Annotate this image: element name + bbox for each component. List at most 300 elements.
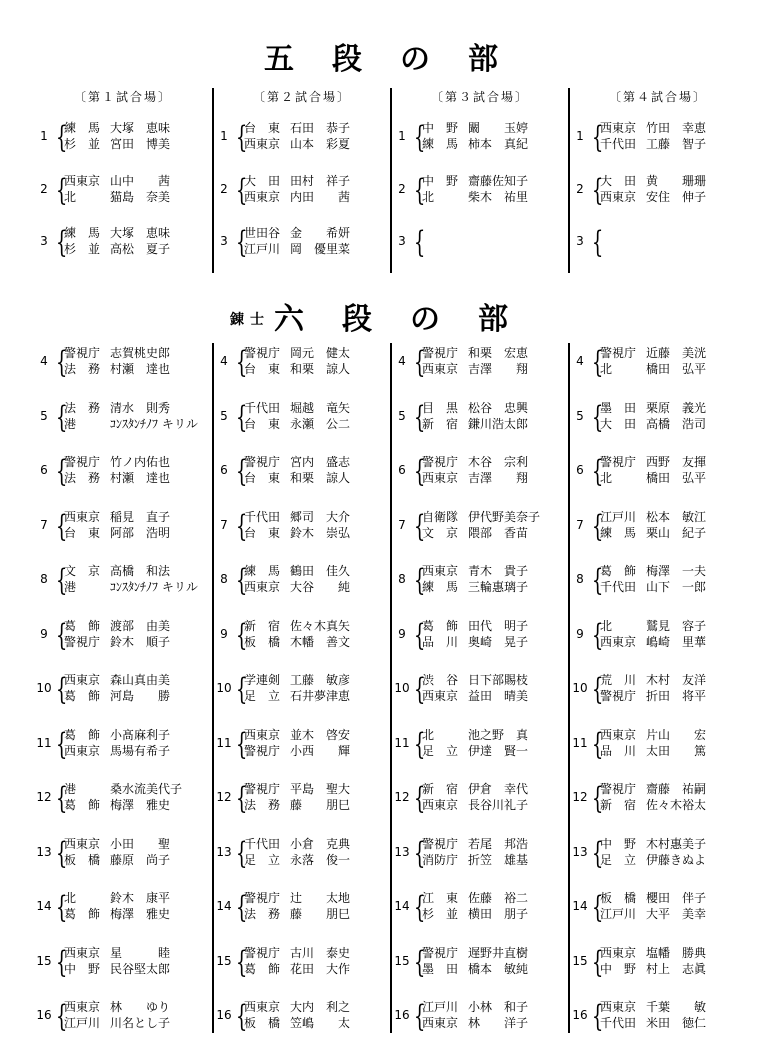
match-number: 7 (398, 517, 406, 532)
competitor-affiliation: 品 川 (422, 634, 459, 649)
competitor-affiliation: 江戸川 (244, 242, 281, 256)
competitor (600, 945, 736, 961)
competitor-name: 千葉 敏 (646, 1000, 707, 1014)
competitor-affiliation: 千代田 (600, 137, 637, 151)
competitor-name: 石田 恭子 (290, 121, 351, 135)
brace-mark: { (413, 120, 426, 155)
competitor-name: 松谷 忠興 (468, 400, 529, 415)
competitor-name: 小倉 克典 (290, 836, 351, 851)
competitor-name: 稲見 直子 (110, 509, 171, 524)
competitor-affiliation: 警視庁 (600, 455, 637, 469)
brace-mark: { (235, 835, 248, 871)
competitor-name: 民谷堅太郎 (110, 961, 171, 976)
match-number: 6 (220, 463, 228, 477)
venue-column-3 (390, 88, 568, 273)
competitor-name: 橋田 弘平 (646, 362, 707, 376)
competitor-affiliation: 北 (422, 189, 435, 204)
competitor-name: ｺﾝｽﾀﾝﾁﾉﾌ キリル (110, 580, 198, 594)
match-entry (570, 779, 746, 834)
competitor-name: 和栗 諒人 (290, 471, 351, 485)
competitor-affiliation: 板 橋 (64, 852, 101, 867)
competitor-name: 竹田 幸恵 (646, 121, 707, 135)
match-number: 16 (36, 1008, 52, 1022)
competitor (600, 890, 736, 906)
match-entry (392, 507, 568, 562)
brace-mark: { (413, 172, 426, 208)
brace-mark: { (591, 835, 604, 871)
brace-mark: { (55, 726, 68, 762)
brace-mark: { (235, 617, 248, 653)
match-entry (392, 943, 568, 998)
competitor-name: 辻 太地 (290, 891, 351, 905)
competitor (244, 400, 380, 416)
competitor-affiliation: 墨 田 (422, 961, 459, 976)
match-number: 10 (216, 681, 232, 695)
competitor-affiliation: 台 東 (64, 525, 101, 540)
match-number: 15 (394, 953, 410, 968)
brace-mark: { (591, 999, 604, 1034)
competitor (64, 173, 200, 189)
competitor (244, 470, 380, 486)
competitor-name: 村上 志眞 (646, 961, 707, 976)
match-entry (34, 725, 212, 780)
competitor-affiliation: 西東京 (64, 945, 101, 960)
competitor-name: 大谷 純 (290, 580, 351, 594)
match-entry (392, 561, 568, 616)
competitor-affiliation: 北 (64, 891, 77, 905)
competitor (422, 852, 558, 868)
brace-mark: { (591, 781, 604, 816)
competitor-name: 岡元 健太 (290, 346, 351, 360)
match-number: 4 (220, 354, 228, 368)
competitor-name: 伊藤きぬよ (646, 852, 707, 867)
competitor-affiliation: 新 宿 (422, 416, 459, 431)
competitor-name: 梅澤 一夫 (646, 564, 707, 578)
match-entry (34, 997, 212, 1052)
competitor-affiliation: 練 馬 (64, 226, 101, 240)
competitor (422, 945, 558, 961)
match-number: 15 (572, 953, 588, 968)
competitor (600, 743, 736, 759)
competitor-name: 桑水流美代子 (110, 782, 183, 796)
match-number: 16 (216, 1008, 232, 1022)
competitor (422, 345, 558, 361)
competitor (600, 797, 736, 813)
match-number: 3 (40, 234, 48, 248)
competitor-name: 和栗 宏恵 (468, 346, 529, 360)
brace-mark: { (235, 672, 248, 707)
competitor-affiliation: 足 立 (600, 852, 637, 867)
competitor-affiliation: 西東京 (244, 727, 281, 742)
competitor-affiliation: 葛 飾 (64, 727, 101, 742)
competitor-name: 橋本 敏純 (468, 961, 529, 976)
competitor-name: 長谷川礼子 (468, 798, 529, 812)
competitor-name: 大内 利之 (290, 1000, 351, 1014)
renshi-rank-label: 錬士 (230, 312, 270, 328)
match-entry (34, 888, 212, 943)
competitor (422, 525, 558, 541)
competitor (422, 634, 558, 650)
competitor-affiliation: 警視庁 (600, 689, 637, 703)
competitor-name: 伊倉 幸代 (468, 782, 529, 796)
brace-mark: { (235, 120, 248, 155)
competitor (244, 579, 380, 595)
brace-mark: { (235, 225, 248, 260)
venue-column-4 (568, 343, 746, 1033)
match-number: 12 (394, 790, 410, 804)
match-entry (34, 670, 212, 725)
competitor-affiliation: 西東京 (64, 673, 101, 687)
brace-mark: { (591, 617, 604, 653)
competitor (64, 688, 200, 704)
competitor (422, 361, 558, 377)
competitor-name: 櫻田 伴子 (646, 891, 707, 905)
competitor (244, 563, 380, 579)
competitor-affiliation: 杉 並 (64, 137, 101, 151)
competitor (244, 361, 380, 377)
match-number: 15 (36, 953, 52, 968)
venue-header: 〔第４試合場〕 (608, 90, 707, 104)
competitor-affiliation: 台 東 (244, 471, 281, 485)
competitor-name: 大塚 恵味 (110, 226, 171, 240)
competitor-name: 小林 和子 (468, 1000, 529, 1014)
match-entry (570, 223, 746, 276)
competitor (64, 1015, 200, 1031)
competitor (422, 400, 558, 416)
competitor-affiliation: 千代田 (244, 836, 281, 851)
competitor (422, 999, 558, 1015)
competitor-name: 和栗 諒人 (290, 362, 351, 376)
rokudan-section-title: 六段の部 (274, 302, 546, 337)
competitor-affiliation: 警視庁 (422, 945, 459, 960)
match-number: 9 (398, 626, 406, 641)
match-entry (214, 118, 390, 171)
competitor-affiliation: 学連剣 (244, 673, 281, 687)
match-entry (570, 452, 746, 507)
competitor (64, 509, 200, 525)
match-number: 3 (220, 234, 228, 248)
match-entry (570, 888, 746, 943)
competitor (422, 136, 558, 152)
competitor-affiliation: 警視庁 (422, 836, 459, 851)
match-entry (570, 561, 746, 616)
competitor-affiliation: 西東京 (422, 798, 459, 812)
match-entry (34, 943, 212, 998)
match-number: 7 (220, 517, 228, 532)
competitor-affiliation: 西東京 (422, 689, 459, 703)
match-number: 6 (576, 463, 584, 477)
match-entry (34, 343, 212, 398)
competitor-name: 高橋 浩司 (646, 416, 707, 431)
competitor (244, 743, 380, 759)
match-entry (570, 507, 746, 562)
match-entry (570, 943, 746, 998)
match-entry (392, 171, 568, 224)
match-number: 6 (40, 463, 48, 477)
brace-mark: { (413, 835, 426, 871)
competitor-affiliation: 西東京 (422, 1016, 459, 1030)
competitor-name: 柿本 真紀 (468, 137, 529, 151)
competitor-name: 嶋崎 里華 (646, 634, 707, 649)
venue-column-3 (390, 343, 568, 1033)
match-number: 12 (216, 790, 232, 804)
match-number: 6 (398, 463, 406, 477)
competitor (244, 945, 380, 961)
competitor (600, 454, 736, 470)
godan-section-title: 五段の部 (264, 42, 536, 77)
competitor-name: 田村 祥子 (290, 173, 351, 188)
match-entry (214, 561, 390, 616)
competitor (244, 189, 380, 205)
competitor-affiliation: 品 川 (600, 743, 637, 758)
match-entry (570, 398, 746, 453)
competitor-name: 三輪惠璃子 (468, 580, 529, 594)
brace-mark: { (55, 617, 68, 653)
match-number: 3 (398, 234, 406, 248)
competitor (422, 470, 558, 486)
competitor-affiliation: 新 宿 (244, 618, 281, 633)
brace-mark: { (55, 120, 68, 155)
brace-mark: { (413, 999, 426, 1034)
competitor-name: 小田 聖 (110, 836, 171, 851)
competitor (64, 225, 200, 241)
competitor (64, 361, 200, 377)
competitor-affiliation: 足 立 (244, 852, 281, 867)
match-number: 5 (40, 408, 48, 423)
competitor-name: 清水 則秀 (110, 400, 171, 415)
match-number: 12 (572, 790, 588, 804)
competitor-affiliation: 港 (64, 782, 77, 796)
match-number: 8 (40, 572, 48, 586)
competitor (244, 999, 380, 1015)
brace-mark: { (413, 454, 426, 489)
match-entry (214, 997, 390, 1052)
competitor-name: 村瀬 達也 (110, 471, 171, 485)
brace-mark: { (55, 999, 68, 1034)
competitor-affiliation: 江戸川 (64, 1016, 101, 1030)
competitor (244, 173, 380, 189)
competitor-affiliation: 練 馬 (422, 580, 459, 594)
competitor-affiliation: 警視庁 (64, 346, 101, 360)
brace-mark: { (591, 508, 604, 544)
competitor-name: 近藤 美洸 (646, 346, 707, 360)
brace-mark: { (235, 399, 248, 435)
competitor (422, 672, 558, 688)
competitor-affiliation: 西東京 (244, 137, 281, 151)
competitor-name: 栗山 紀子 (646, 525, 707, 540)
competitor-affiliation: 警視庁 (244, 891, 281, 905)
competitor-affiliation: 警視庁 (422, 455, 459, 469)
competitor (600, 416, 736, 432)
competitor-affiliation: 練 馬 (64, 121, 101, 135)
competitor-name: 梅澤 雅史 (110, 907, 171, 921)
competitor-affiliation: 西東京 (422, 471, 459, 485)
competitor-affiliation: 大 田 (600, 416, 637, 431)
competitor (64, 416, 200, 432)
brace-mark: { (413, 890, 426, 925)
venue-column-2 (212, 343, 390, 1033)
match-number: 1 (576, 129, 584, 143)
competitor (600, 1015, 736, 1031)
competitor-name: 工藤 智子 (646, 137, 707, 151)
competitor-name: 鈴木 康平 (110, 891, 171, 905)
match-entry (214, 343, 390, 398)
match-number: 4 (576, 354, 584, 368)
venue-column-1 (34, 343, 212, 1033)
competitor-affiliation: 北 (600, 362, 613, 376)
venue-column-2 (212, 88, 390, 273)
brace-mark: { (235, 563, 248, 598)
brace-mark: { (591, 172, 604, 208)
competitor-name: 川名とし子 (110, 1016, 171, 1030)
match-entry (570, 997, 746, 1052)
competitor (244, 416, 380, 432)
match-number: 2 (40, 181, 48, 196)
brace-mark: { (55, 944, 68, 980)
competitor-affiliation: 警視庁 (244, 743, 281, 758)
competitor-affiliation: 文 京 (422, 525, 459, 540)
match-number: 15 (216, 953, 232, 968)
competitor-name: 横田 朋子 (468, 907, 529, 921)
venue-column-1 (34, 88, 212, 273)
competitor-name: 林 ゆり (110, 1000, 171, 1014)
competitor-name: 森山真由美 (110, 673, 171, 687)
match-entry (34, 223, 212, 276)
match-entry (214, 398, 390, 453)
competitor-name: 折笠 雄基 (468, 852, 529, 867)
competitor (600, 634, 736, 650)
competitor (422, 618, 558, 634)
competitor (64, 797, 200, 813)
competitor (422, 743, 558, 759)
competitor (64, 525, 200, 541)
match-number: 16 (572, 1008, 588, 1022)
competitor-affiliation: 目 黒 (422, 400, 459, 415)
competitor-affiliation: 西東京 (244, 189, 281, 204)
competitor (422, 797, 558, 813)
competitor-name: 星 睦 (110, 945, 171, 960)
brace-mark: { (55, 835, 68, 871)
competitor (244, 1015, 380, 1031)
match-entry (214, 725, 390, 780)
competitor-affiliation: 板 橋 (244, 1016, 281, 1030)
competitor (244, 797, 380, 813)
match-number: 1 (398, 129, 406, 143)
competitor (422, 120, 558, 136)
match-number: 4 (398, 354, 406, 368)
competitor (600, 173, 736, 189)
competitor-affiliation: 江戸川 (422, 1000, 459, 1014)
match-number: 1 (220, 129, 228, 143)
competitor-name: 木谷 宗利 (468, 455, 529, 469)
competitor (600, 361, 736, 377)
competitor (244, 906, 380, 922)
match-number: 5 (576, 408, 584, 423)
competitor-name: 村瀬 達也 (110, 362, 171, 376)
competitor-name: 鶴田 佳久 (290, 564, 351, 578)
venue-header: 〔第１試合場〕 (73, 90, 172, 104)
godan-bracket (34, 88, 746, 273)
competitor (244, 781, 380, 797)
match-number: 1 (40, 129, 48, 143)
competitor-name: 藤 朋巳 (290, 798, 351, 812)
competitor-affiliation: 葛 飾 (64, 798, 101, 812)
competitor (600, 727, 736, 743)
match-number: 13 (216, 844, 232, 859)
match-entry (392, 118, 568, 171)
competitor-name: 闞 玉婷 (468, 121, 529, 135)
match-number: 13 (36, 844, 52, 859)
competitor-name: 木村 友洋 (646, 673, 707, 687)
competitor (422, 906, 558, 922)
competitor-name: 柴木 祐里 (468, 189, 529, 204)
match-number: 9 (576, 626, 584, 641)
competitor-name: 竹ノ内佑也 (110, 455, 171, 469)
competitor-name: 塩幡 勝典 (646, 945, 707, 960)
competitor-affiliation: 葛 飾 (64, 618, 101, 633)
match-entry (214, 943, 390, 998)
competitor (600, 400, 736, 416)
competitor-affiliation: 西東京 (64, 509, 101, 524)
match-entry (392, 725, 568, 780)
competitor (64, 579, 200, 595)
competitor-affiliation: 警視庁 (244, 945, 281, 960)
competitor (422, 173, 558, 189)
competitor-affiliation: 警視庁 (600, 346, 637, 360)
brace-mark: { (591, 345, 604, 380)
match-entry (392, 452, 568, 507)
match-entry (392, 834, 568, 889)
competitor-name: 金 希妍 (290, 226, 351, 240)
match-number: 3 (576, 234, 584, 248)
match-entry (34, 507, 212, 562)
brace-mark: { (591, 672, 604, 707)
competitor (422, 189, 558, 205)
competitor (422, 961, 558, 977)
competitor-affiliation: 西東京 (600, 727, 637, 742)
competitor-affiliation: 法 務 (64, 400, 101, 415)
competitor (600, 563, 736, 579)
competitor-affiliation: 西東京 (64, 836, 101, 851)
competitor-name: 宮内 盛志 (290, 455, 351, 469)
competitor-name: 鈴木 崇弘 (290, 525, 351, 540)
brace-mark: { (55, 563, 68, 598)
competitor (64, 345, 200, 361)
competitor (64, 852, 200, 868)
match-entry (570, 670, 746, 725)
match-number: 5 (398, 408, 406, 423)
competitor-affiliation: 中 野 (600, 961, 637, 976)
competitor-name: 伊代野美奈子 (468, 509, 541, 524)
competitor-affiliation: 西東京 (244, 580, 281, 594)
competitor (64, 945, 200, 961)
match-number: 14 (216, 899, 232, 913)
match-entry (34, 561, 212, 616)
match-entry (34, 616, 212, 671)
competitor-name: 永瀬 公二 (290, 416, 351, 431)
competitor-name: 小髙麻利子 (110, 727, 171, 742)
competitor (600, 999, 736, 1015)
competitor-affiliation: 千代田 (244, 400, 281, 415)
competitor (422, 890, 558, 906)
competitor-affiliation: 練 馬 (422, 137, 459, 151)
competitor-affiliation: 千代田 (244, 509, 281, 524)
competitor-name: 齋藤佐知子 (468, 173, 529, 188)
competitor-affiliation: 練 馬 (244, 564, 281, 578)
brace-mark: { (55, 890, 68, 925)
match-entry (570, 171, 746, 224)
venue-column-4 (568, 88, 746, 273)
